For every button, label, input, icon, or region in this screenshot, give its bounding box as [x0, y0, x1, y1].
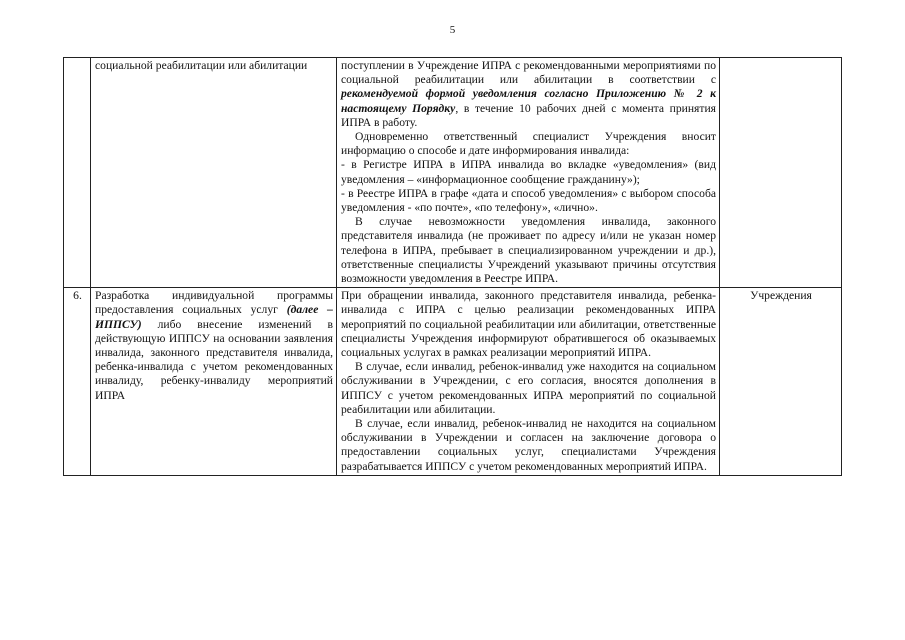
stage-name-text: Разработка индивидуальной программы предоставления социальных услуг [95, 289, 333, 317]
description-paragraph [341, 59, 716, 130]
row-number-cell: 6. [64, 288, 91, 476]
description-paragraph: При обращении инвалида, законного представителя инвалида, ребенка-инвалида с ИПРА с целью реализации рекомендованных ИПРА мероприятий по социальной реабилитации или абилитации, ответственные специалисты Учреждения информируют обратившегося об оказываемых социальных услугах в рамках реализации мероприятий ИПРА. [341, 289, 716, 360]
stage-name-emphasis: (далее – ИППСУ) [95, 303, 333, 331]
description-text: поступлении в Учреждение ИПРА с рекомендованными мероприятиями по социальной реабилитации или абилитации в соответствии с [341, 59, 716, 87]
table-row [64, 58, 842, 288]
row-number-cell [64, 58, 91, 288]
stage-name-cell [91, 58, 337, 288]
procedure-table [63, 57, 842, 476]
description-paragraph: - в Реестре ИПРА в графе «дата и способ уведомления» с выбором способа уведомления - «по почте», «по телефону», «лично». [341, 186, 716, 215]
description-cell [337, 288, 720, 476]
description-paragraph: В случае, если инвалид, ребенок-инвалид уже находится на социальном обслуживании в Учреждении, с его согласия, вносятся дополнения в ИППСУ с учетом рекомендованных ИПРА мероприятий по социальной реабилитации или абилитации. [341, 360, 716, 416]
table-row [64, 288, 842, 476]
description-paragraph: Одновременно ответственный специалист Учреждения вносит информацию о способе и дате информирования инвалида: [341, 130, 716, 158]
description-paragraph: В случае, если инвалид, ребенок-инвалид не находится на социальном обслуживании в Учреждении и согласен на заключение договора о предоставлении социальных услуг, специалистами Учреждения разрабатывается ИППСУ с учетом рекомендованных мероприятий ИПРА. [341, 417, 716, 473]
description-paragraph: В случае невозможности уведомления инвалида, законного представителя инвалида (не проживает по адресу и/или не указан номер телефона в ИПРА, пребывает в специализированном учреждении и др.), ответственные специалисты Учреждений указывают причины отсутствия возможности уведомления в Реестре ИПРА. [341, 215, 716, 286]
page-number: 5 [449, 24, 456, 36]
description-paragraph: - в Регистре ИПРА в ИПРА инвалида во вкладке «уведомления» (вид уведомления – «информационное сообщение гражданину»); [341, 158, 716, 186]
description-cell [337, 58, 720, 288]
description-text: , в течение 10 рабочих дней с момента принятия ИПРА в работу. [341, 101, 716, 129]
description-emphasis: рекомендуемой формой уведомления согласно Приложению № 2 к настоящему Порядку [341, 87, 716, 115]
responsible-cell [720, 58, 842, 288]
responsible-cell: Учреждения [720, 288, 842, 476]
stage-name-cell [91, 288, 337, 476]
stage-name-text: социальной реабилитации или абилитации [95, 59, 308, 72]
stage-name-text: либо внесение изменений в действующую ИППСУ на основании заявления инвалида, законного представителя инвалида, ребенка-инвалида с учетом рекомендованных инвалиду, ребенку-инвалиду мероприятий ИПРА [95, 317, 333, 402]
